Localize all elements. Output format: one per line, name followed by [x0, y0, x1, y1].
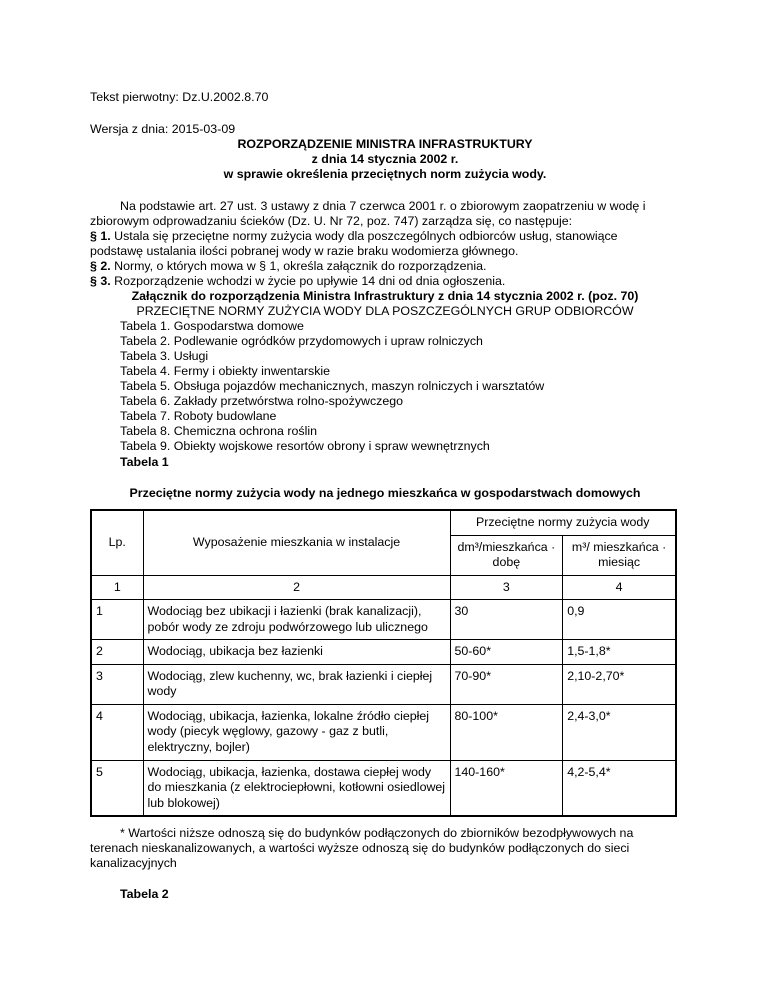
row-lp: 1: [91, 600, 143, 640]
paragraph-2-text: Normy, o których mowa w § 1, określa załącznik do rozporządzenia.: [110, 259, 487, 273]
column-number: 3: [450, 575, 563, 600]
toc-item: Tabela 8. Chemiczna ochrona roślin: [120, 424, 317, 438]
table-row: [91, 664, 676, 704]
water-norms-table: [90, 509, 677, 817]
paragraph-3-label: § 3.: [90, 274, 111, 288]
table1-caption: Przeciętne normy zużycia wody na jednego mieszkańca w gospodarstwach domowych: [129, 486, 641, 500]
table-row: [91, 760, 676, 816]
toc-item: Tabela 9. Obiekty wojskowe resortów obrony i spraw wewnętrznych: [120, 439, 490, 453]
footnote-line1: * Wartości niższe odnoszą się do budynków podłączonych do zbiorników bezodpływowych na: [120, 826, 634, 840]
header-monthly: m³/ mieszkańca · miesiąc: [563, 535, 676, 575]
row-equipment: Wodociąg bez ubikacji i łazienki (brak kanalizacji), pobór wody ze zdroju podwórzowego lub ulicznego: [143, 600, 450, 640]
header-norms: Przeciętne normy zużycia wody: [450, 510, 676, 535]
regulation-title: ROZPORZĄDZENIE MINISTRA INFRASTRUKTURY: [237, 137, 533, 151]
regulation-date: z dnia 14 stycznia 2002 r.: [311, 152, 459, 166]
paragraph-2: [90, 259, 486, 275]
row-daily: 140-160*: [450, 760, 563, 816]
table2-label: Tabela 2: [120, 887, 169, 901]
table-row: [91, 640, 676, 665]
regulation-subject: w sprawie określenia przeciętnych norm zużycia wody.: [223, 167, 547, 181]
column-number: 2: [143, 575, 450, 600]
row-lp: 4: [91, 704, 143, 760]
toc-item: Tabela 7. Roboty budowlane: [120, 409, 277, 423]
row-monthly: 2,4-3,0*: [563, 704, 676, 760]
row-equipment: Wodociąg, zlew kuchenny, wc, brak łazienki i ciepłej wody: [143, 664, 450, 704]
annex-subtitle: PRZECIĘTNE NORMY ZUŻYCIA WODY DLA POSZCZEGÓLNYCH GRUP ODBIORCÓW: [136, 304, 634, 318]
paragraph-1-text: Ustala się przeciętne normy zużycia wody dla poszczególnych odbiorców usług, stanowiące: [110, 229, 618, 243]
row-daily: 30: [450, 600, 563, 640]
footnote-line2: terenach nieskanalizowanych, a wartości wyższe odnoszą się do budynków podłączonych do sieci: [90, 841, 630, 855]
header-equipment: Wyposażenie mieszkania w instalacje: [143, 510, 450, 575]
footnote-line3: kanalizacyjnych: [90, 856, 177, 870]
row-lp: 5: [91, 760, 143, 816]
row-daily: 80-100*: [450, 704, 563, 760]
row-equipment: Wodociąg, ubikacja bez łazienki: [143, 640, 450, 665]
paragraph-2-label: § 2.: [90, 259, 111, 273]
row-monthly: 2,10-2,70*: [563, 664, 676, 704]
table1-label: Tabela 1: [120, 455, 169, 469]
row-monthly: 1,5-1,8*: [563, 640, 676, 665]
toc-item: Tabela 6. Zakłady przetwórstwa rolno-spożywczego: [120, 394, 404, 408]
row-equipment: Wodociąg, ubikacja, łazienka, lokalne źródło ciepłej wody (piecyk węglowy, gazowy - gaz z butli, elektryczny, bojler): [143, 704, 450, 760]
header-daily: dm³/mieszkańca · dobę: [450, 535, 563, 575]
toc-item: Tabela 5. Obsługa pojazdów mechanicznych, maszyn rolniczych i warsztatów: [120, 379, 545, 393]
table-row: [91, 704, 676, 760]
header-lp: Lp.: [91, 510, 143, 575]
toc-item: Tabela 3. Usługi: [120, 349, 209, 363]
intro-paragraph-line1: Na podstawie art. 27 ust. 3 ustawy z dnia 7 czerwca 2001 r. o zbiorowym zaopatrzeniu w wodę i: [120, 199, 646, 213]
table-row: [91, 600, 676, 640]
paragraph-3-text: Rozporządzenie wchodzi w życie po upływie 14 dni od dnia ogłoszenia.: [110, 274, 506, 288]
toc-item: Tabela 2. Podlewanie ogródków przydomowych i upraw rolniczych: [120, 334, 483, 348]
paragraph-1-line2: podstawę ustalania ilości pobranej wody w razie braku wodomierza głównego.: [90, 244, 519, 258]
row-daily: 50-60*: [450, 640, 563, 665]
row-daily: 70-90*: [450, 664, 563, 704]
source-text: Tekst pierwotny: Dz.U.2002.8.70: [90, 90, 269, 104]
row-lp: 2: [91, 640, 143, 665]
paragraph-3: [90, 274, 505, 290]
column-number: 1: [91, 575, 143, 600]
paragraph-1: [90, 229, 618, 245]
paragraph-1-label: § 1.: [90, 229, 111, 243]
row-lp: 3: [91, 664, 143, 704]
toc-item: Tabela 1. Gospodarstwa domowe: [120, 319, 304, 333]
toc-item: Tabela 4. Fermy i obiekty inwentarskie: [120, 364, 331, 378]
row-equipment: Wodociąg, ubikacja, łazienka, dostawa ciepłej wody do mieszkania (z elektrociepłowni, kotłowni osiedlowej lub blokowej): [143, 760, 450, 816]
intro-paragraph-line2: zbiorowym odprowadzaniu ścieków (Dz. U. Nr 72, poz. 747) zarządza się, co następuje:: [90, 214, 573, 228]
version-text: Wersja z dnia: 2015-03-09: [90, 122, 236, 136]
row-monthly: 0,9: [563, 600, 676, 640]
annex-title: Załącznik do rozporządzenia Ministra Infrastruktury z dnia 14 stycznia 2002 r. (poz. 70): [131, 289, 639, 303]
column-number: 4: [563, 575, 676, 600]
row-monthly: 4,2-5,4*: [563, 760, 676, 816]
